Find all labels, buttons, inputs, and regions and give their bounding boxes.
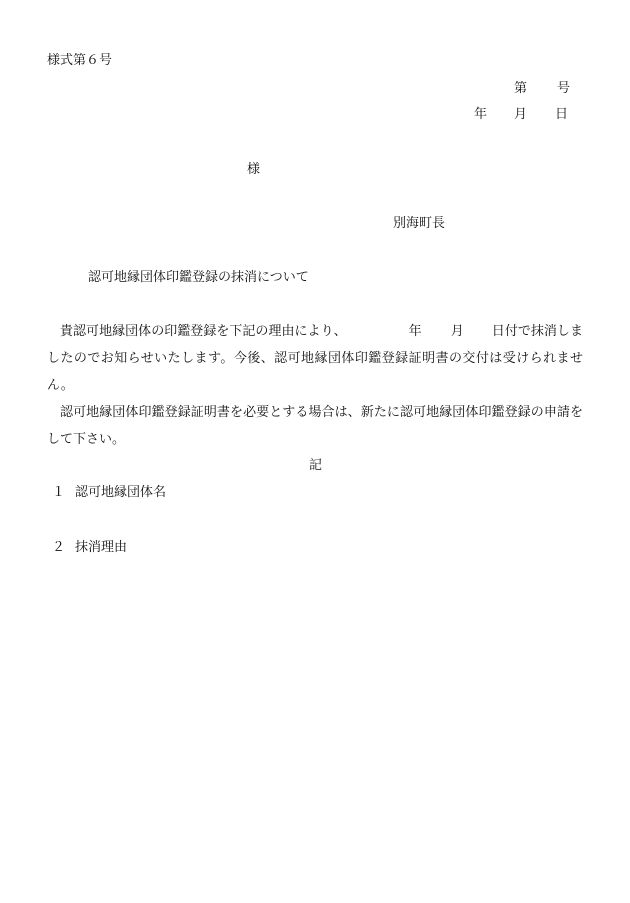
doc-number-go: 号	[557, 81, 571, 96]
body-paragraph-2: 認可地縁団体印鑑登録証明書を必要とする場合は、新たに認可地縁団体印鑑登録の申請をして下さい。	[47, 405, 583, 447]
body-text-1a: 貴認可地縁団体の印鑑登録を下記の理由により、	[60, 324, 347, 339]
item-1-label: 認可地縁団体名	[75, 485, 167, 500]
doc-number-dai: 第	[514, 81, 528, 96]
body-text-1b: 日付で抹消しましたのでお知らせいたします。今後、認可地縁団体印鑑登録証明書の交付は受けられません。	[47, 324, 583, 393]
addressee-suffix: 様	[247, 162, 261, 177]
form-number: 様式第６号	[47, 53, 113, 68]
item-2-number: ２	[52, 540, 66, 555]
item-2-label: 抹消理由	[75, 540, 128, 555]
issuer: 別海町長	[393, 216, 446, 231]
body-paragraph-1	[47, 318, 583, 399]
body-blank-year: 年	[408, 324, 422, 339]
item-1-number: １	[52, 485, 66, 500]
body-blank-month: 月	[450, 324, 464, 339]
item-1	[52, 486, 166, 499]
date-year: 年	[474, 107, 488, 122]
document-title: 認可地縁団体印鑑登録の抹消について	[88, 270, 309, 285]
date-day: 日	[555, 107, 569, 122]
item-2	[52, 541, 127, 554]
date-month: 月	[514, 107, 528, 122]
ki-heading: 記	[309, 458, 323, 473]
